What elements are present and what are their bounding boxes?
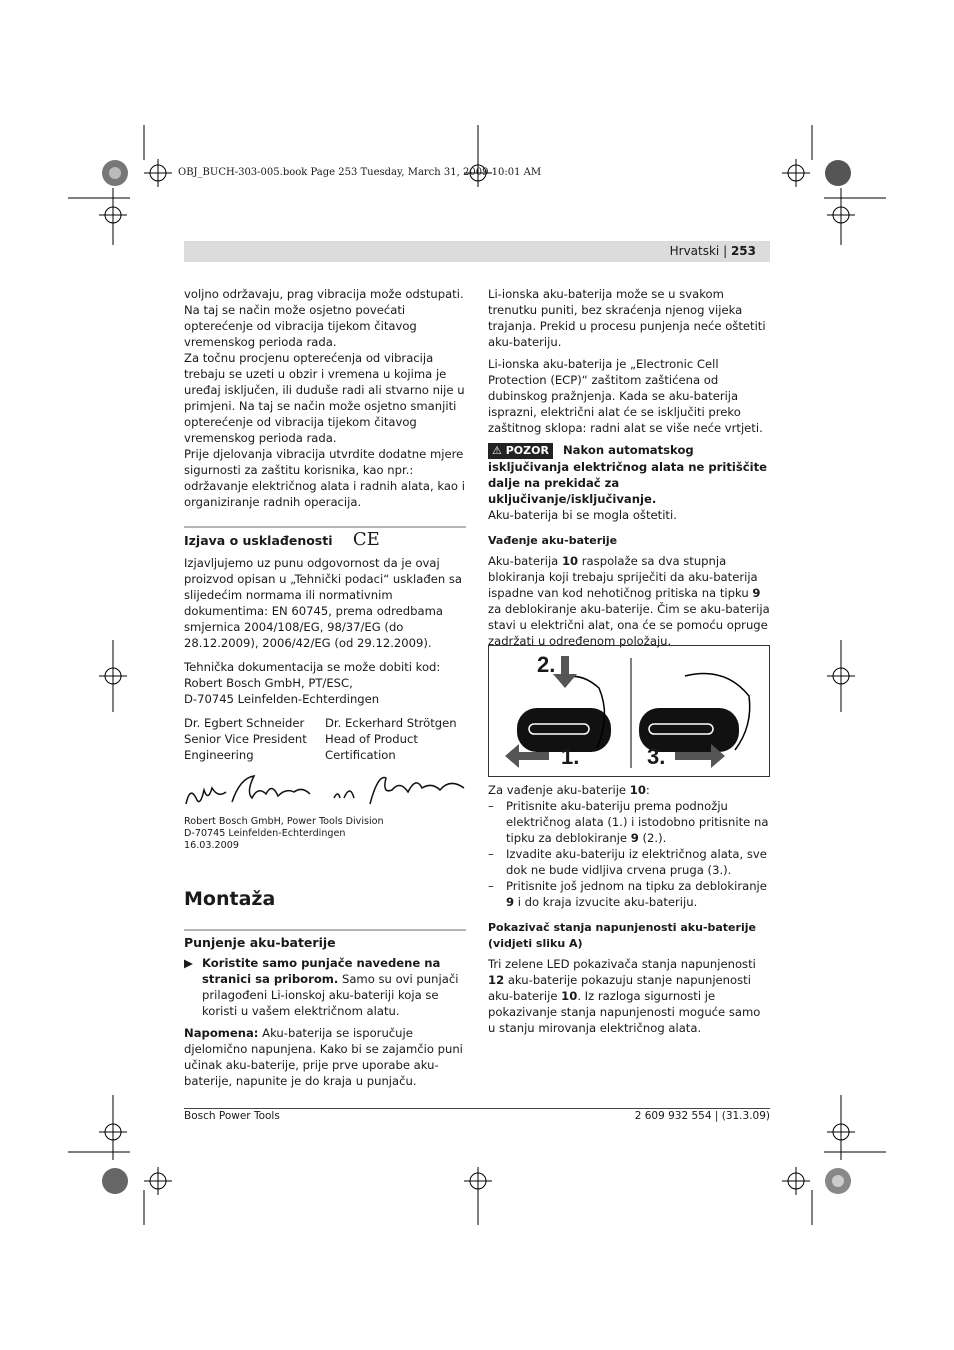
warning-label: ⚠ POZOR (488, 443, 553, 459)
signatory-names: Dr. Egbert Schneider Senior Vice President Engineering Dr. Eckerhard Strötgen Head of Product Certification (184, 716, 457, 762)
charging-section: Punjenje aku-baterije ▶ Koristite samo punjače navedene na stranici sa priborom. Samo su ovi punjači prilagođeni Li-ionskoj aku-bateriji koja se koristi u vašem električnom alatu. Napomena: Aku-baterija se isporučuje djelomično napunjena. Kako bi se zajamčio puni učinak aku-baterije, prije prve uporabe aku-baterije, napunite je do kraja u punjaču. (184, 929, 466, 1089)
ce-mark: CE (352, 529, 380, 550)
step-label: 1. (561, 744, 580, 769)
list-item: – Pritisnite aku-bateriju prema podnožju električnog alata (1.) i istodobno pritisnite na tipku za deblokiranje 9 (2.). (488, 799, 769, 845)
warning-block: ⚠ POZOR Nakon automatskog isključivanja električnog alata ne pritiščite dalje na prekidač za uključivanje/isključivanje. (488, 443, 768, 506)
file-info: OBJ_BUCH-303-005.book Page 253 Tuesday, March 31, 2009 10:01 AM (178, 167, 542, 178)
right-column: Li-ionska aku-baterija može se u svakom trenutku puniti, bez skraćenja njenog vijeka trajanja. Prekid u procesu punjenja neće oštetiti aku-bateriju. Li-ionska aku-baterija je „Electronic Cell Protection (ECP)“ zaštitom zaštićena od dubinskog pražnjenja. Kada se aku-baterija isprazni, električni alat će se isključiti preko zaštitnog sklopa: radni alat se više neće vrtjeti. ⚠ POZOR Nakon automatskog isključivanja električnog alata ne pritiščite dalje na prekidač za uključivanje/isključivanje. Aku-baterija bi se mogla oštetiti. Vađenje aku-baterije Aku-baterija 10 raspolaže sa dva stupnja blokiranja koji trebaju spriječiti da aku-baterija ispadne van kod nehotičnog pritiska na tipku 9 za deblokiranje aku-baterije. Čim se aku-baterija stavi u električni alat, ona će se pomoću opruge zadržati u određenom položaju. (488, 287, 770, 648)
warning-triangle-icon: ⚠ (492, 444, 502, 457)
paragraph: Li-ionska aku-baterija može se u svakom trenutku puniti, bez skraćenja njenog vijeka trajanja. Prekid u procesu punjenja neće oštetiti aku-bateriju. (488, 287, 766, 349)
section-heading: Izjava o usklađenosti CE (184, 526, 466, 549)
footer-left: Bosch Power Tools (184, 1110, 280, 1122)
step-label: 3. (647, 744, 666, 769)
page-header: Hrvatski | 253 (184, 241, 770, 262)
paragraph: Li-ionska aku-baterija je „Electronic Cell Protection (ECP)“ zaštitom zaštićena od dubinskog pražnjenja. Kada se aku-baterija isprazni, električni alat će se isključiti preko zaštitnog sklopa: radni alat se više neće vrtjeti. (488, 357, 763, 435)
triangle-bullet-icon: ▶ (184, 956, 193, 970)
list-item: – Pritisnite još jednom na tipku za deblokiranje 9 i do kraja izvucite aku-bateriju. (488, 879, 767, 909)
battery-illustration (489, 646, 769, 776)
step-label: 2. (537, 652, 556, 677)
paragraph: Izjavljujemo uz punu odgovornost da je ovaj proizvod opisan u „Tehnički podaci“ usklađen sa slijedećim normama ili normativnim dokumentima: EN 60745, prema odredbama smjernica 2004/108/EG, 98/37/EG (do 28.12.2009), 2006/42/EG (od 29.12.2009). (184, 556, 463, 650)
paragraph: Tehnička dokumentacija se može dobiti kod: (184, 660, 441, 674)
left-column (184, 286, 466, 510)
list-item: ▶ Koristite samo punjače navedene na stranici sa priborom. Samo su ovi punjači prilagođeni Li-ionskoj aku-bateriji koja se koristi u vašem električnom alatu. (184, 956, 459, 1018)
subheading: Vađenje aku-baterije (488, 534, 618, 547)
page-number: 253 (730, 244, 756, 258)
removal-steps: Za vađenje aku-baterije 10: – Pritisnite aku-bateriju prema podnožju električnog alata (1.) i istodobno pritisnite na tipku za deblokiranje 9 (2.). – Izvadite aku-bateriju iz električnog alata, sve dok ne bude vidljiva crvena pruga (3.). – Pritisnite još jednom na tipku za deblokiranje 9 i do kraja izvucite aku-bateriju. Pokazivač stanja napunjenosti aku-baterije (vidjeti sliku A) Tri zelene LED pokazivača stanja napunjenosti 12 aku-baterije pokazuju stanje napunjenosti aku-baterije 10. Iz razloga sigurnosti je pokazivanje stanja napunjenosti moguće samo u stanju mirovanja električnog alata. (488, 783, 769, 1035)
footer-rule (184, 1108, 770, 1109)
paragraph: Za točnu procjenu opterećenja od vibracija trebaju se uzeti u obzir i vremena u kojima je uređaj isključen, ili duduše radi ali stvarno nije u primjeni. Na taj se način može osjetno smanjiti opterećenje od vibracija tijekom čitavog vremenskog perioda rada. (184, 351, 465, 445)
battery-removal-figure (488, 645, 770, 777)
paragraph: Prije djelovanja vibracija utvrdite dodatne mjere sigurnosti za zaštitu korisnika, kao npr.: održavanje električnog alata i radnih alata, kao i organiziranje radnih operacija. (184, 447, 465, 509)
section-heading: Punjenje aku-baterije (184, 929, 466, 951)
footer-right: 2 609 932 554 | (31.3.09) (634, 1110, 770, 1122)
company-block: Robert Bosch GmbH, Power Tools Division D-70745 Leinfelden-Echterdingen 16.03.2009 (184, 816, 384, 851)
section-title-montaza: Montaža (184, 888, 276, 910)
handwritten-signatures (182, 768, 472, 814)
list-item: – Izvadite aku-bateriju iz električnog alata, sve dok ne bude vidljiva crvena pruga (3.). (488, 847, 767, 877)
paragraph: voljno održavaju, prag vibracija može odstupati. Na taj se način može osjetno povećati opterećenje od vibracija tijekom čitavog vremenskog perioda rada. (184, 287, 464, 349)
subheading: Pokazivač stanja napunjenosti aku-baterije (vidjeti sliku A) (488, 921, 756, 950)
header-language: Hrvatski (669, 244, 720, 258)
declaration-section: Izjava o usklađenosti CE Izjavljujemo uz punu odgovornost da je ovaj proizvod opisan u „Tehnički podaci“ usklađen sa slijedećim normama ili normativnim dokumentima: EN 60745, prema odredbama smjernica 2004/108/EG, 98/37/EG (do 28.12.2009), 2006/42/EG (od 29.12.2009). Tehnička dokumentacija se može dobiti kod: Robert Bosch GmbH, PT/ESC, D-70745 Leinfelden-Echterdingen Dr. Egbert Schneider Senior Vice President Engineering Dr. Eckerhard Strötgen Head of Product Certification (184, 526, 466, 763)
